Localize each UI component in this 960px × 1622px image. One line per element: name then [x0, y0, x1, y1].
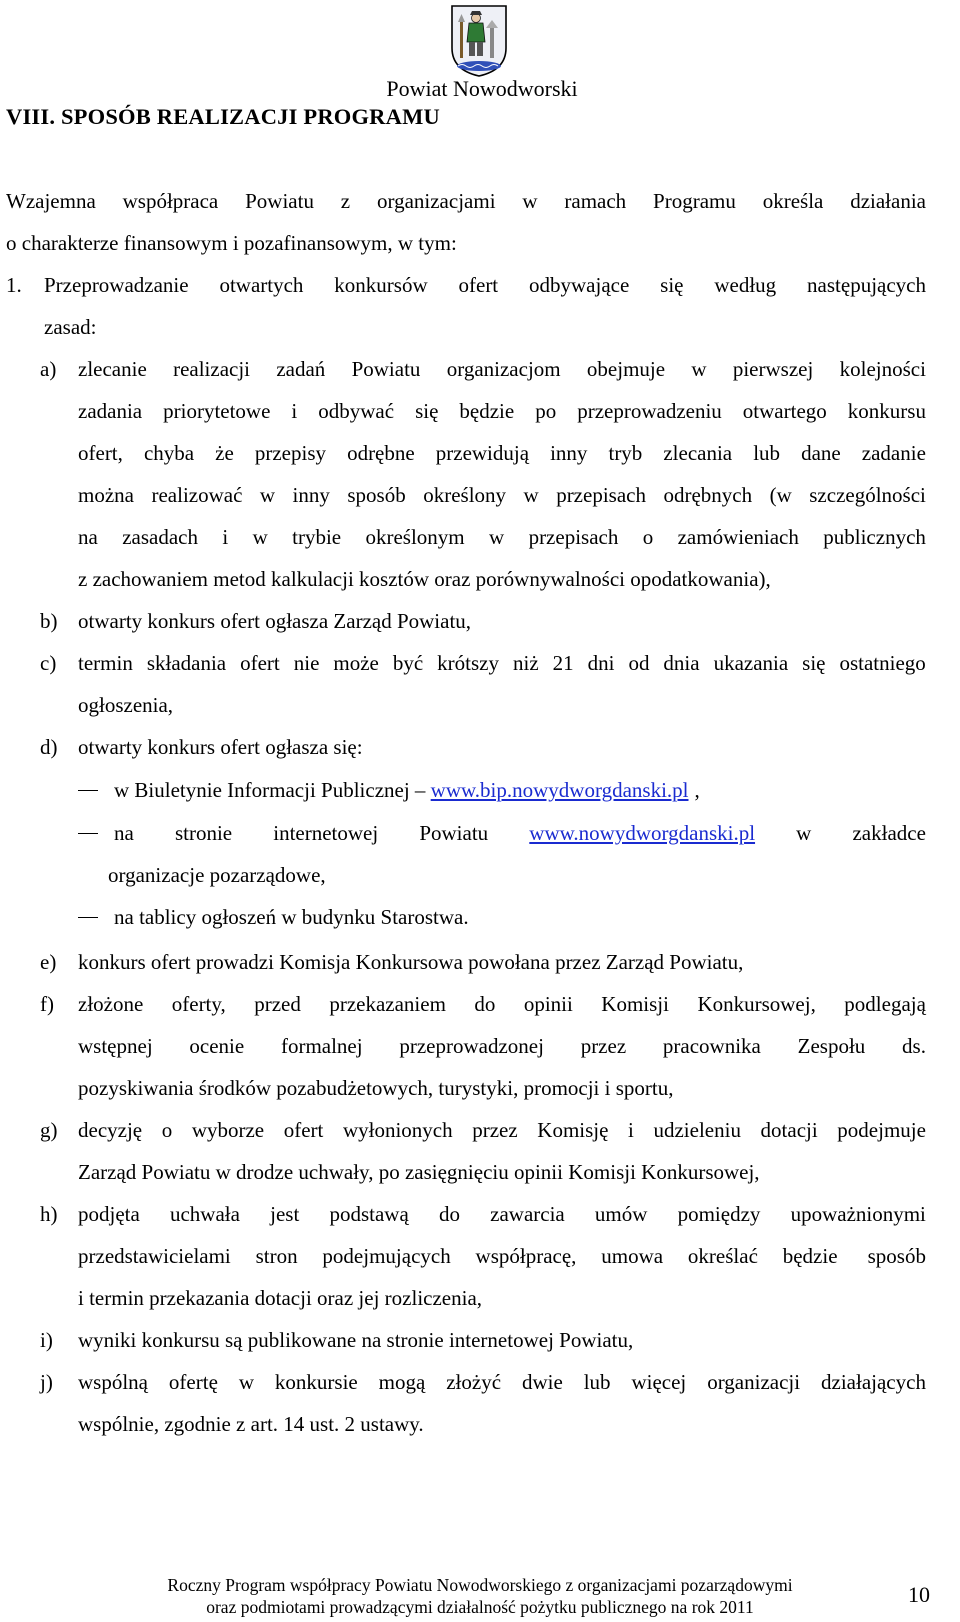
item-a-line-5 [78, 523, 926, 551]
word: Przeprowadzanie [44, 273, 189, 297]
word: działających [821, 1370, 926, 1394]
word: publicznych [823, 525, 926, 549]
word: następujących [807, 273, 926, 297]
item-f-line-2 [78, 1032, 926, 1060]
word: zasadach [122, 525, 198, 549]
word: od [628, 651, 650, 675]
item-j-label: j) [40, 1370, 53, 1394]
item-c-line-1 [78, 649, 926, 677]
item-h-label: h) [40, 1202, 58, 1226]
word: dni [587, 651, 615, 675]
word: po [535, 399, 557, 423]
item-b-line-1: otwarty konkurs ofert ogłasza Zarząd Powiatu, [78, 609, 472, 633]
word: Zespołu [797, 1034, 866, 1058]
word: pracownika [662, 1034, 761, 1058]
page-number: 10 [908, 1582, 930, 1607]
item-g-line-2: Zarząd Powiatu w drodze uchwały, po zasięgnięciu opinii Komisji Konkursowej, [78, 1160, 760, 1184]
word: odbywające [529, 273, 630, 297]
word: priorytetowe [163, 399, 271, 423]
word: więcej [631, 1370, 687, 1394]
word: przepisy [254, 441, 327, 465]
word: ofert [458, 273, 499, 297]
word: inny [550, 441, 588, 465]
word: uchwała [169, 1202, 240, 1226]
footer-line-2: oraz podmiotami prowadzącymi działalność pożytku publicznego na rok 2011 [206, 1597, 754, 1617]
word: i [291, 399, 298, 423]
word: sposób [867, 1244, 926, 1268]
item-e-line-1: konkurs ofert prowadzi Komisja Konkursowa powołana przez Zarząd Powiatu, [78, 950, 744, 974]
bip-link[interactable]: www.bip.nowydworgdanski.pl [430, 778, 689, 802]
word: zadanie [861, 441, 926, 465]
word: pomiędzy [677, 1202, 761, 1226]
word: otwartych [219, 273, 304, 297]
footer-line-1: Roczny Program współpracy Powiatu Nowodworskiego z organizacjami pozarządowymi [167, 1575, 793, 1595]
word: w [489, 525, 505, 549]
word: mogą [378, 1370, 426, 1394]
item-a-line-1 [78, 355, 926, 383]
word: ocenie [189, 1034, 245, 1058]
word: Komisji [601, 992, 669, 1016]
word: ofert, [78, 441, 123, 465]
word: wyłonionych [342, 1118, 453, 1142]
item-g-label: g) [40, 1118, 58, 1142]
word: zlecanie [78, 357, 147, 381]
word: podejmuje [837, 1118, 926, 1142]
word: podlegają [844, 992, 926, 1016]
word: przedstawicielami [78, 1244, 231, 1268]
word: kolejności [839, 357, 926, 381]
word: odrębne [347, 441, 415, 465]
item-i-line-1: wyniki konkursu są publikowane na stronie internetowej Powiatu, [78, 1328, 634, 1352]
item-c-label: c) [40, 651, 57, 675]
word: chyba [143, 441, 195, 465]
word: współpracę, [475, 1244, 577, 1268]
word: nie [293, 651, 320, 675]
word: może [333, 651, 379, 675]
word: szczególności [809, 483, 926, 507]
powiat-website-link[interactable]: www.nowydworgdanski.pl [529, 821, 756, 845]
word: zawarcia [490, 1202, 565, 1226]
item-i-label: i) [40, 1328, 53, 1352]
word: Programu [653, 189, 736, 213]
word: złożone [78, 992, 144, 1016]
word: określonym [365, 525, 465, 549]
item-f-line-3: pozyskiwania środków pozabudżetowych, turystyki, promocji i sportu, [78, 1076, 674, 1100]
item-d-sub-3: na tablicy ogłoszeń w budynku Starostwa. [114, 905, 469, 929]
word: zamówieniach [677, 525, 799, 549]
word: ds. [902, 1034, 926, 1058]
county-name: Powiat Nowodworski [386, 76, 578, 101]
word: o [642, 525, 654, 549]
word: i [628, 1118, 634, 1142]
word: do [438, 1202, 460, 1226]
word: obejmuje [586, 357, 666, 381]
word: umów [594, 1202, 648, 1226]
item-a-line-2 [78, 397, 926, 425]
item-c-line-2: ogłoszenia, [78, 693, 174, 717]
word: jest [270, 1202, 300, 1226]
sub2-word: Powiatu [419, 821, 489, 845]
word: że [215, 441, 234, 465]
word: oferty, [171, 992, 226, 1016]
word: Powiatu [245, 189, 314, 213]
item-b-label: b) [40, 609, 58, 633]
word: podjęta [78, 1202, 140, 1226]
word: konkursie [274, 1370, 358, 1394]
item-f-line-1 [78, 990, 926, 1018]
word: współpraca [122, 189, 219, 213]
word: termin [78, 651, 133, 675]
bip-label: w Biuletynie Informacji Publicznej [114, 778, 415, 802]
word: formalnej [280, 1034, 363, 1058]
word: zlecania [663, 441, 733, 465]
word: dnia [663, 651, 700, 675]
word: określa [762, 189, 824, 213]
item-1-number: 1. [6, 273, 22, 297]
word: się [802, 651, 826, 675]
word: decyzję [78, 1118, 143, 1142]
word: wspólną [78, 1370, 148, 1394]
item-d-label: d) [40, 735, 58, 759]
word: organizacji [707, 1370, 801, 1394]
word: realizować [151, 483, 243, 507]
bip-after: , [694, 778, 700, 802]
word: według [714, 273, 777, 297]
bullet-dash-icon [78, 790, 98, 791]
word: w [691, 357, 707, 381]
word: ramach [564, 189, 627, 213]
word: wyborze [191, 1118, 265, 1142]
word: przez [472, 1118, 518, 1142]
word: się [660, 273, 684, 297]
word: udzieleniu [653, 1118, 741, 1142]
word: przez [580, 1034, 627, 1058]
item-d-line-1: otwarty konkurs ofert ogłasza się: [78, 735, 363, 759]
word: sposób [347, 483, 406, 507]
item-a-line-4 [78, 481, 926, 509]
bip-dash: – [414, 778, 426, 802]
word: trybie [292, 525, 342, 549]
word: otwartego [742, 399, 827, 423]
word: się [415, 399, 439, 423]
word: podstawą [329, 1202, 409, 1226]
word: zadań [276, 357, 326, 381]
word: pierwszej [732, 357, 814, 381]
item-j-line-1 [78, 1368, 926, 1396]
item-a-label: a) [40, 357, 57, 381]
word: dwie [521, 1370, 563, 1394]
item-e-label: e) [40, 950, 57, 974]
bullet-dash-icon [78, 917, 98, 918]
word: odbywać [318, 399, 395, 423]
word: w [523, 483, 539, 507]
word: będzie [459, 399, 515, 423]
word: będzie [782, 1244, 843, 1268]
item-g-line-1 [78, 1116, 926, 1144]
word: tryb [608, 441, 643, 465]
word: przepisach [528, 525, 619, 549]
word: można [78, 483, 134, 507]
word: przewidują [435, 441, 530, 465]
item-h-line-2 [78, 1242, 926, 1270]
word: w [259, 483, 276, 507]
word: stron [255, 1244, 298, 1268]
word: przeprowadzonej [399, 1034, 544, 1058]
word: przeprowadzeniu [577, 399, 722, 423]
word: składania [146, 651, 227, 675]
word: dane [801, 441, 841, 465]
word: ukazania [713, 651, 789, 675]
word: określony [423, 483, 507, 507]
word: krótszy [437, 651, 499, 675]
item-a-line-6: z zachowaniem metod kalkulacji kosztów oraz porównywalności opodatkowania), [78, 567, 771, 591]
item-d-sub-2 [114, 819, 926, 847]
word: upoważnionymi [790, 1202, 926, 1226]
bullet-dash-icon [78, 833, 98, 834]
word: ofertę [168, 1370, 218, 1394]
word: opinii [523, 992, 573, 1016]
coat-of-arms-icon [450, 4, 508, 78]
item-h-line-3: i termin przekazania dotacji oraz jej rozliczenia, [78, 1286, 483, 1310]
item-a-line-3 [78, 439, 926, 467]
word: zadania [78, 399, 143, 423]
word: ostatniego [839, 651, 926, 675]
item-d-sub-1 [114, 776, 700, 804]
word: na [78, 525, 98, 549]
word: realizacji [173, 357, 251, 381]
sub2-word: internetowej [273, 821, 379, 845]
intro-line-2: o charakterze finansowym i pozafinansowym, w tym: [6, 231, 457, 255]
intro-line-1 [6, 187, 926, 215]
item-1-line-2: zasad: [44, 315, 97, 339]
word: wstępnej [78, 1034, 153, 1058]
word: przekazaniem [329, 992, 446, 1016]
item-1-line-1 [44, 271, 926, 299]
word: Komisję [537, 1118, 609, 1142]
word: określać [687, 1244, 758, 1268]
word: złożyć [446, 1370, 502, 1394]
sub2-word: na [114, 821, 134, 845]
item-f-label: f) [40, 992, 54, 1016]
word: o [161, 1118, 173, 1142]
word: Powiatu [351, 357, 421, 381]
word: w [238, 1370, 254, 1394]
item-j-line-2: wspólnie, zgodnie z art. 14 ust. 2 ustawy. [78, 1412, 424, 1436]
word: być [392, 651, 424, 675]
word: inny [292, 483, 330, 507]
word: ofert [240, 651, 280, 675]
word: 21 [552, 651, 574, 675]
word: i [222, 525, 229, 549]
word: przepisach [556, 483, 646, 507]
word: organizacjami [376, 189, 496, 213]
word: konkursu [847, 399, 926, 423]
word: Wzajemna [6, 189, 96, 213]
word: odrębnych [663, 483, 753, 507]
word: organizacjom [446, 357, 561, 381]
word: do [474, 992, 496, 1016]
word: w [252, 525, 268, 549]
word: umowa [601, 1244, 664, 1268]
word: (w [769, 483, 792, 507]
sub2-word: w [796, 821, 812, 845]
section-heading: VIII. SPOSÓB REALIZACJI PROGRAMU [6, 104, 440, 129]
sub2-word: zakładce [852, 821, 926, 845]
word: podejmujących [322, 1244, 451, 1268]
word: ofert [283, 1118, 324, 1142]
word: z [340, 189, 351, 213]
word: w [522, 189, 538, 213]
sub2-word: stronie [174, 821, 233, 845]
word: dotacji [760, 1118, 818, 1142]
word: lub [583, 1370, 611, 1394]
item-d-sub-2-line-2: organizacje pozarządowe, [108, 863, 326, 887]
word: lub [753, 441, 781, 465]
word: konkursów [334, 273, 428, 297]
word: Konkursowej, [697, 992, 816, 1016]
item-h-line-1 [78, 1200, 926, 1228]
word: przed [254, 992, 301, 1016]
word: działania [850, 189, 926, 213]
word: niż [512, 651, 539, 675]
